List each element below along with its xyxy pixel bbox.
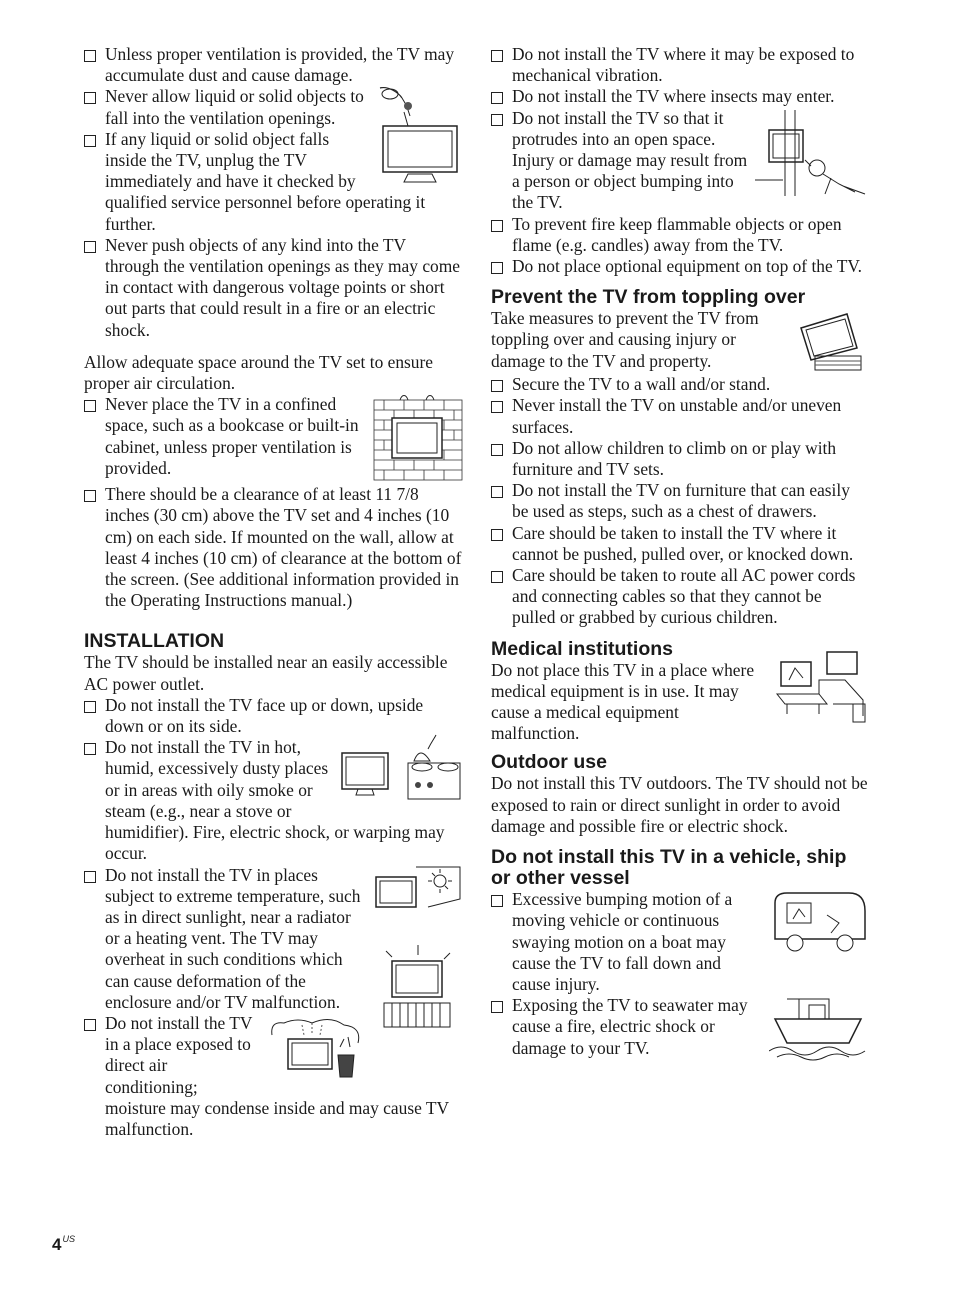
- checkbox-bullet-icon: [491, 114, 503, 126]
- checkbox-bullet-icon: [491, 529, 503, 541]
- list-item: Do not install the TV where it may be exposed to mechanical vibration.: [491, 44, 869, 86]
- list-item: Do not install the TV face up or down, upside down or on its side.: [84, 695, 464, 737]
- checkbox-bullet-icon: [491, 220, 503, 232]
- checkbox-bullet-icon: [84, 241, 96, 253]
- installation-intro: The TV should be installed near an easily accessible AC power outlet.: [84, 652, 448, 694]
- outdoor-text: Do not install this TV outdoors. The TV should not be exposed to rain or direct sunlight in order to avoid damage and possible fire or electric shock.: [491, 773, 868, 836]
- checkbox-bullet-icon: [84, 135, 96, 147]
- toppling-illustration: [795, 308, 869, 374]
- list-item: Care should be taken to install the TV where it cannot be pushed, pulled over, or knocked down.: [491, 523, 869, 565]
- checkbox-bullet-icon: [84, 871, 96, 883]
- list-item: If any liquid or solid object falls inside the TV, unplug the TV immediately and have it checked by qualified service personnel before operating it further.: [84, 129, 464, 235]
- list-item: Do not install the TV on furniture that can easily be used as steps, such as a chest of drawers.: [491, 480, 869, 522]
- list-item: Care should be taken to route all AC power cords and connecting cables so that they cannot be pulled or grabbed by curious children.: [491, 565, 869, 629]
- checkbox-bullet-icon: [491, 1001, 503, 1013]
- list-item: Do not install the TV in places subject to extreme temperature, such as in direct sunlight, near a radiator or a heating vent. The TV may overheat in such conditions which can cause deformation of the enclosure and/or TV malfunction.: [84, 865, 464, 1013]
- list-item: Do not install the TV where insects may enter.: [491, 86, 869, 107]
- checkbox-bullet-icon: [491, 380, 503, 392]
- list-item: Do not install the TV so that it protrudes into an open space. Injury or damage may result from a person or object bumping into the TV.: [491, 108, 869, 214]
- ventilation-intro: Allow adequate space around the TV set to ensure proper air circulation.: [84, 351, 433, 394]
- right-column: [491, 44, 869, 1061]
- vehicle-heading: Do not install this TV in a vehicle, ship or other vessel: [491, 846, 847, 890]
- page-number: $4^{US}$: [52, 1234, 75, 1254]
- list-item: Do not allow children to climb on or play with furniture and TV sets.: [491, 438, 869, 480]
- checkbox-bullet-icon: [491, 571, 503, 583]
- installation-heading: INSTALLATION: [84, 630, 225, 653]
- list-item: Exposing the TV to seawater may cause a fire, electric shock or damage to your TV.: [491, 995, 869, 1059]
- hospital-tv-icon: [773, 650, 869, 724]
- checkbox-bullet-icon: [84, 92, 96, 104]
- list-item: Never push objects of any kind into the TV through the ventilation openings as they may come in contact with dangerous voltage points or short out parts that could result in a fire or an electric shock.: [84, 235, 464, 341]
- checkbox-bullet-icon: [491, 486, 503, 498]
- page-region-code: US: [62, 1234, 75, 1244]
- list-item: Do not place optional equipment on top of the TV.: [491, 256, 869, 277]
- checkbox-bullet-icon: [84, 400, 96, 412]
- checkbox-bullet-icon: [84, 490, 96, 502]
- list-item: Unless proper ventilation is provided, the TV may accumulate dust and cause damage.: [84, 44, 464, 86]
- checkbox-bullet-icon: [491, 895, 503, 907]
- list-item: Excessive bumping motion of a moving vehicle or continuous swaying motion on a boat may cause the TV to fall down and cause injury.: [491, 889, 869, 995]
- left-column: [84, 44, 464, 1140]
- checkbox-bullet-icon: [491, 444, 503, 456]
- medical-text: Do not place this TV in a place where medical equipment is in use. It may cause a medical equipment malfunction.: [491, 659, 755, 744]
- toppling-heading: Prevent the TV from toppling over: [491, 286, 806, 309]
- checkbox-bullet-icon: [84, 50, 96, 62]
- tv-toppling-icon: [795, 308, 869, 374]
- toppling-intro: Take measures to prevent the TV from toppling over and causing injury or damage to the TV and property.: [491, 308, 759, 371]
- list-item: To prevent fire keep flammable objects or open flame (e.g. candles) away from the TV.: [491, 214, 869, 256]
- checkbox-bullet-icon: [84, 743, 96, 755]
- checkbox-bullet-icon: [84, 1019, 96, 1031]
- checkbox-bullet-icon: [491, 262, 503, 274]
- checkbox-bullet-icon: [491, 92, 503, 104]
- list-item: Never allow liquid or solid objects to fall into the ventilation openings.: [84, 86, 464, 128]
- medical-illustration: [773, 650, 869, 724]
- checkbox-bullet-icon: [491, 50, 503, 62]
- list-item: Secure the TV to a wall and/or stand.: [491, 374, 869, 395]
- list-item: Do not install the TV in hot, humid, excessively dusty places or in areas with oily smoke or steam (e.g., near a stove or humidifier). Fire, electric shock, or warping may occur.: [84, 737, 464, 864]
- medical-heading: Medical institutions: [491, 637, 674, 660]
- checkbox-bullet-icon: [84, 701, 96, 713]
- list-item: Do not install the TV in a place exposed to direct air conditioning; moisture may condense inside and may cause TV malfunction.: [84, 1013, 464, 1140]
- list-item: There should be a clearance of at least 11 7/8 inches (30 cm) above the TV set and 4 inches (10 cm) on each side. If mounted on the wall, allow at least 4 inches (10 cm) of clearance at the bottom of the screen. (See additional information provided in the Operating Instructions manual.): [84, 484, 464, 611]
- checkbox-bullet-icon: [491, 401, 503, 413]
- outdoor-heading: Outdoor use: [491, 751, 607, 774]
- list-item: Never place the TV in a confined space, such as a bookcase or built-in cabinet, unless proper ventilation is provided.: [84, 394, 464, 479]
- list-item: Never install the TV on unstable and/or uneven surfaces.: [491, 395, 869, 437]
